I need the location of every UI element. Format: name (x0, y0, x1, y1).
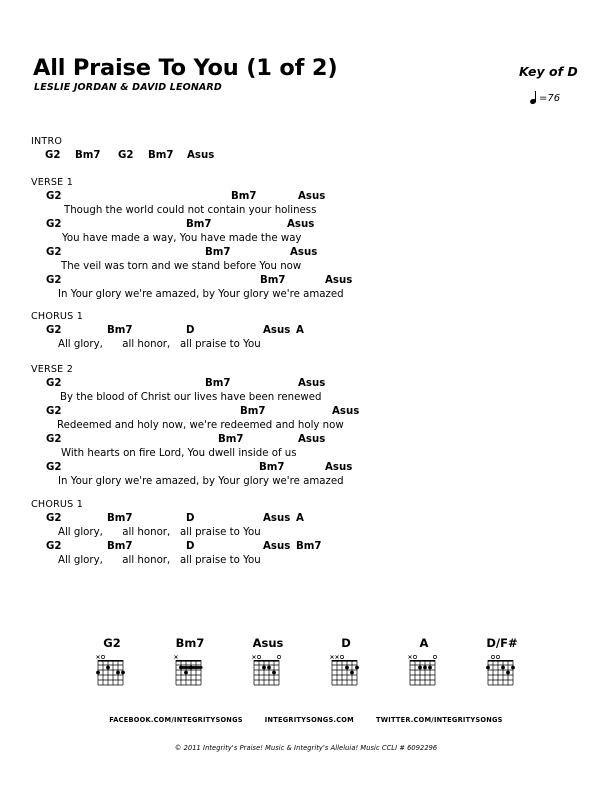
section-label: CHORUS 1 (31, 499, 83, 510)
chord-symbol: G2 (46, 247, 62, 258)
chord-diagram (388, 636, 460, 690)
chord-line (0, 541, 612, 554)
chord-symbol: Bm7 (205, 247, 231, 258)
chord-line (0, 462, 612, 475)
lyric-line: The veil was torn and we stand before You now (61, 261, 302, 272)
lyric-line: In Your glory we're amazed, by Your glory we're amazed (58, 476, 344, 487)
chord-symbol: A (296, 513, 304, 524)
chord-symbol: Bm7 (259, 462, 285, 473)
fretboard-icon (486, 654, 518, 690)
lyric-line: All glory, all honor, all praise to You (58, 555, 261, 566)
footer-link[interactable]: FACEBOOK.COM/INTEGRITYSONGS (109, 716, 243, 724)
chord-symbol: Asus (287, 219, 315, 230)
chord-diagram (76, 636, 148, 690)
chord-line (0, 219, 612, 232)
chord-line (0, 247, 612, 260)
lyric-line: All glory, all honor, all praise to You (58, 339, 261, 350)
chord-symbol: G2 (46, 325, 62, 336)
chord-symbol: Asus (298, 378, 326, 389)
chord-symbol: Asus (290, 247, 318, 258)
chord-diagram (154, 636, 226, 690)
chord-symbol: G2 (118, 150, 134, 161)
chord-symbol: G2 (46, 378, 62, 389)
chord-diagram-label: D (341, 636, 351, 650)
chord-symbol: G2 (46, 219, 62, 230)
chord-symbol: Bm7 (260, 275, 286, 286)
chord-diagram-row (0, 636, 612, 696)
footer-link[interactable]: INTEGRITYSONGS.COM (264, 716, 354, 724)
fretboard-icon (408, 654, 440, 690)
chord-diagram (232, 636, 304, 690)
chord-diagram-label: Bm7 (175, 636, 205, 650)
copyright-notice: © 2011 Integrity's Praise! Music & Integrity's Alleluia! Music CCLI # 6092296 (174, 744, 438, 752)
chord-symbol: Bm7 (218, 434, 244, 445)
chord-symbol: Asus (263, 325, 291, 336)
lyric-line: In Your glory we're amazed, by Your glory we're amazed (58, 289, 344, 300)
chord-symbol: Asus (325, 275, 353, 286)
section-label: VERSE 1 (31, 177, 73, 188)
lyric-line: Though the world could not contain your holiness (64, 205, 317, 216)
footer-links (0, 716, 612, 724)
lyric-line: Redeemed and holy now, we're redeemed and holy now (57, 420, 344, 431)
chord-symbol: G2 (46, 406, 62, 417)
chord-symbol: Asus (187, 150, 215, 161)
quarter-note-icon (530, 91, 539, 105)
chord-symbol: G2 (46, 275, 62, 286)
chord-symbol: G2 (46, 434, 62, 445)
chord-diagram-label: G2 (103, 636, 121, 650)
chord-symbol: Bm7 (107, 541, 133, 552)
footer-link[interactable]: TWITTER.COM/INTEGRITYSONGS (375, 716, 503, 724)
chord-symbol: Bm7 (107, 325, 133, 336)
chord-line (0, 406, 612, 419)
chord-symbol: D (186, 513, 195, 524)
fretboard-icon (174, 654, 206, 690)
lyric-line: All glory, all honor, all praise to You (58, 527, 261, 538)
chord-symbol: Bm7 (205, 378, 231, 389)
chord-symbol: Asus (325, 462, 353, 473)
chord-diagram-label: D/F# (486, 636, 518, 650)
lyric-line: By the blood of Christ our lives have been renewed (60, 392, 322, 403)
section-label: VERSE 2 (31, 364, 73, 375)
chord-symbol: Bm7 (186, 219, 212, 230)
chord-symbol: G2 (46, 513, 62, 524)
chord-line (0, 378, 612, 391)
lyric-line: You have made a way, You have made the way (62, 233, 302, 244)
chord-line (0, 325, 612, 338)
chord-line (0, 434, 612, 447)
chord-symbol: Asus (263, 513, 291, 524)
chord-symbol: Bm7 (231, 191, 257, 202)
chord-symbol: Bm7 (148, 150, 174, 161)
section-label: CHORUS 1 (31, 311, 83, 322)
fretboard-icon (96, 654, 128, 690)
song-authors: LESLIE JORDAN & DAVID LEONARD (34, 82, 222, 93)
tempo-bpm-value: =76 (539, 92, 561, 104)
chord-symbol: G2 (46, 191, 62, 202)
chord-symbol: Asus (263, 541, 291, 552)
chord-diagram-label: A (419, 636, 429, 650)
fretboard-icon (330, 654, 362, 690)
chord-symbol: Bm7 (75, 150, 101, 161)
chord-line (0, 150, 612, 163)
chord-line (0, 275, 612, 288)
chord-symbol: A (296, 325, 304, 336)
chord-diagram (310, 636, 382, 690)
chord-symbol: Asus (298, 434, 326, 445)
key-signature-label: Key of D (519, 64, 578, 79)
chord-symbol: G2 (46, 462, 62, 473)
chord-symbol: G2 (46, 541, 62, 552)
chord-line (0, 191, 612, 204)
chord-symbol: G2 (45, 150, 61, 161)
fretboard-icon (252, 654, 284, 690)
chord-symbol: Bm7 (107, 513, 133, 524)
chord-symbol: Asus (298, 191, 326, 202)
section-label: INTRO (31, 136, 63, 147)
chord-diagram (466, 636, 538, 690)
chord-symbol: D (186, 325, 195, 336)
chord-symbol: Asus (332, 406, 360, 417)
chord-symbol: Bm7 (296, 541, 322, 552)
tempo-marking (530, 91, 560, 105)
song-title: All Praise To You (1 of 2) (33, 55, 338, 81)
chord-symbol: Bm7 (240, 406, 266, 417)
chord-symbol: D (186, 541, 195, 552)
chord-line (0, 513, 612, 526)
chord-diagram-label: Asus (252, 636, 284, 650)
lyric-line: With hearts on fire Lord, You dwell inside of us (61, 448, 297, 459)
